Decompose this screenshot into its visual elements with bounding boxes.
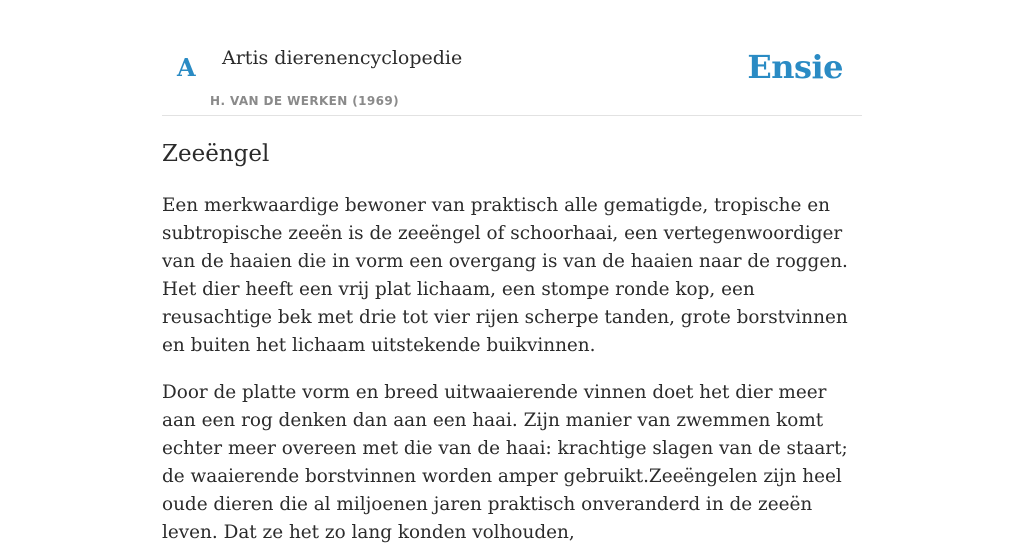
header <box>162 0 862 116</box>
book-letter-logo[interactable]: A <box>177 53 196 82</box>
book-author: H. VAN DE WERKEN (1969) <box>210 94 400 108</box>
book-title-link[interactable]: Artis dierenencyclopedie <box>222 47 463 69</box>
ensie-logo-link[interactable]: Ensie <box>747 48 843 86</box>
page-container <box>162 0 862 547</box>
article-paragraph-1: Een merkwaardige bewoner van praktisch alle gematigde, tropische en subtropische zeeën is de zeeëngel of schoorhaai, een vertegenwoordiger van de haaien die in vorm een overgang is van de haaien naar de roggen. Het dier heeft een vrij plat lichaam, een stompe ronde kop, een reusachtige bek met drie tot vier rijen scherpe tanden, grote borstvinnen en buiten het lichaam uitstekende buikvinnen. <box>162 194 848 356</box>
article-title: Zeeëngel <box>162 141 270 167</box>
article-paragraph-2: Door de platte vorm en breed uitwaaierende vinnen doet het dier meer aan een rog denken dan aan een haai. Zijn manier van zwemmen komt echter meer overeen met die van de haai: krachtige slagen van de staart; de waaierende borstvinnen worden amper gebruikt.Zeeëngelen zijn heel oude dieren die al miljoenen jaren praktisch onveranderd in de zeeën leven. Dat ze het zo lang konden volhouden, <box>162 381 848 543</box>
